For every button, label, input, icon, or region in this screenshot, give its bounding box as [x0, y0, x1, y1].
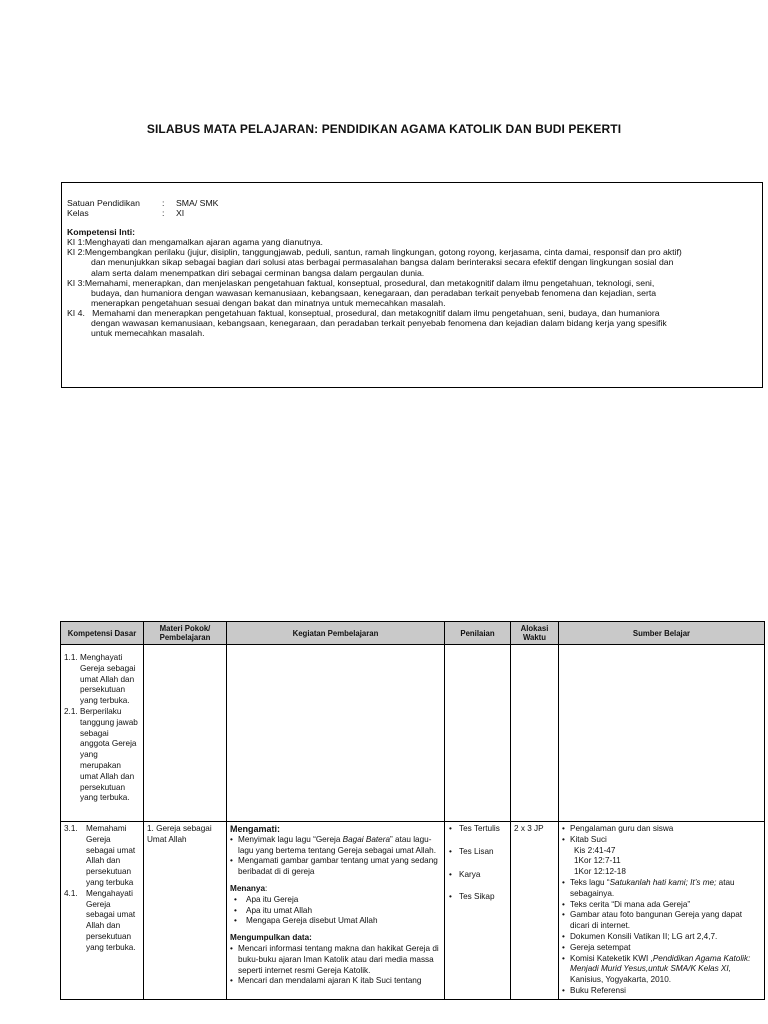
- header-kd: Kompetensi Dasar: [61, 622, 144, 645]
- sumber-6: Dokumen Konsili Vatikan II; LG art 2,4,7.: [570, 931, 718, 941]
- list-item: [448, 824, 507, 835]
- list-item: [230, 976, 441, 987]
- kd-num: 4.1.: [64, 888, 78, 898]
- mengamati-1: [238, 835, 441, 857]
- list-item: [562, 943, 761, 954]
- sumber-9: Buku Referensi: [570, 985, 626, 995]
- menanya-title: [230, 884, 441, 895]
- bullet-icon: •: [562, 877, 565, 887]
- menanya-1: Apa itu Gereja: [246, 894, 299, 904]
- bullet-icon: •: [449, 824, 452, 833]
- table-header-row: [61, 622, 765, 645]
- penilaian-4: Tes Sikap: [459, 892, 495, 902]
- silabus-table: [60, 621, 765, 1000]
- sumber-3-a: Teks lagu “: [570, 877, 610, 887]
- bullet-icon: •: [230, 976, 233, 986]
- bullet-icon: •: [234, 905, 237, 915]
- ki4-num: KI 4.: [67, 307, 85, 318]
- list-item: [562, 835, 761, 846]
- ki3-num: KI 3:: [67, 277, 85, 288]
- penilaian-2: Tes Lisan: [459, 846, 494, 856]
- ki3-line3: menerapkan pengetahuan sesuai dengan bakat dan minatnya untuk memecahkan masalah.: [91, 297, 446, 308]
- list-item: [562, 878, 761, 900]
- ki2-line2: dan menunjukkan sikap sebagai bagian dari solusi atas berbagai permasalahan bangsa dalam berinteraksi secara efektif dengan lingkungan sosial dan: [91, 257, 674, 268]
- kd-num: 2.1.: [64, 706, 78, 716]
- kelas-sep: :: [162, 208, 165, 219]
- mengamati-1-b: Bagai Batera: [342, 834, 391, 844]
- penilaian-cell: [445, 645, 511, 822]
- list-item: [230, 944, 441, 976]
- bullet-icon: •: [562, 931, 565, 941]
- sumber-4: Teks cerita “Di mana ada Gereja”: [570, 899, 691, 909]
- kd-text: Menghayati Gereja sebagai umat Allah dan persekutuan yang terbuka.: [80, 653, 136, 706]
- ki2-line1: Mengembangkan perilaku (jujur, disiplin, tanggungjawab, peduli, santun, ramah lingkungan, gotong royong, kerjasama, cinta damai, responsif dan pro aktif): [84, 247, 682, 258]
- ki4-line1: Memahami dan menerapkan pengetahuan faktual, konseptual, prosedural, dan metakognitif dalam ilmu pengetahuan, seni, budaya, dan humaniora: [92, 307, 660, 318]
- bullet-icon: •: [234, 916, 237, 926]
- bullet-icon: •: [562, 942, 565, 952]
- alokasi-text: 2 x 3 JP: [514, 824, 544, 833]
- list-item: [562, 932, 761, 943]
- penilaian-cell: [445, 822, 511, 1000]
- ki-box: [61, 182, 763, 388]
- alokasi-cell: [511, 645, 559, 822]
- ki4-line2: dengan wawasan kemanusiaan, kebangsaan, kenegaraan, dan peradaban terkait penyebab fenomena dan kejadian dalam bidang kerja yang spesifik: [91, 318, 667, 329]
- sumber-3: [570, 878, 761, 900]
- kd-num: 3.1.: [64, 824, 78, 833]
- ki3-line2: budaya, dan humaniora dengan wawasan kemanusiaan, kebangsaan, kenegaraan, dan peradaban terkait penyebab fenomena dan kejadian, serta: [91, 287, 657, 298]
- sumber-8-b: Pendidikan Agama Katolik: Menjadi Murid Yesus,untuk SMA/K Kelas XI,: [570, 953, 751, 974]
- menanya-colon: :: [265, 883, 268, 893]
- bullet-icon: •: [562, 985, 565, 995]
- list-item: [562, 910, 761, 932]
- materi-cell: [144, 822, 227, 1000]
- sumber-2c: 1Kor 12:12-18: [574, 867, 626, 877]
- list-item: [562, 824, 761, 835]
- sumber-2a: Kis 2:41-47: [574, 845, 616, 855]
- list-item: [230, 916, 441, 927]
- sumber-2b: 1Kor 12:7-11: [574, 856, 621, 866]
- materi-cell: [144, 645, 227, 822]
- bullet-icon: •: [449, 869, 452, 879]
- sumber-7: Gereja setempat: [570, 942, 631, 952]
- header-alokasi: Alokasi Waktu: [511, 622, 559, 645]
- sumber-8: [570, 954, 761, 986]
- kd-text: Memahami Gereja sebagai umat Allah dan persekutuan yang terbuka: [86, 824, 136, 887]
- ki4-line3: untuk memecahkan masalah.: [91, 328, 205, 339]
- kelas-label: Kelas: [67, 208, 89, 219]
- header-sumber: Sumber Belajar: [559, 622, 765, 645]
- ki-heading: Kompetensi Inti:: [67, 227, 136, 238]
- kegiatan-cell: [227, 645, 445, 822]
- bullet-icon: •: [562, 899, 565, 909]
- sumber-8-c: Kanisius, Yogyakarta, 2010.: [570, 975, 672, 985]
- bullet-icon: •: [562, 834, 565, 844]
- list-item: [448, 870, 507, 881]
- sumber-cell: [559, 822, 765, 1000]
- mengamati-title: Mengamati:: [230, 824, 281, 834]
- sumber-8-a: Komisi Kateketik KWI ,: [570, 953, 653, 963]
- list-item: [562, 986, 761, 997]
- kd-item: [64, 889, 140, 954]
- list-item: [448, 847, 507, 858]
- list-item: [230, 856, 441, 878]
- bullet-icon: •: [562, 910, 565, 920]
- ki4: [67, 308, 756, 338]
- ki3: [67, 278, 756, 308]
- ki2-line3: alam serta dalam menempatkan diri sebagai cerminan bangsa dalam pergaulan dunia.: [91, 267, 425, 278]
- kelas-row: [67, 208, 756, 218]
- sumber-cell: [559, 645, 765, 822]
- kd-item: [64, 653, 140, 707]
- list-item: [562, 954, 761, 986]
- bullet-icon: •: [449, 892, 452, 902]
- list-item: [230, 895, 441, 906]
- header-penilaian: Penilaian: [445, 622, 511, 645]
- header-kegiatan: Kegiatan Pembelajaran: [227, 622, 445, 645]
- list-item: [562, 900, 761, 911]
- sumber-2: Kitab Suci: [570, 834, 607, 844]
- sumber-5: Gambar atau foto bangunan Gereja yang dapat dicari di internet.: [570, 910, 743, 931]
- kelas-value: XI: [176, 208, 185, 219]
- bullet-icon: •: [562, 953, 565, 963]
- satuan-value: SMA/ SMK: [176, 198, 219, 208]
- kd-cell: [61, 822, 144, 1000]
- mengumpulkan-1: Mencari informasi tentang makna dan hakikat Gereja di buku-buku ajaran Iman Katolik atau dari media massa seperti internet resmi Gereja Katolik.: [238, 943, 439, 975]
- list-item: [230, 906, 441, 917]
- ki1-text: Menghayati dan mengamalkan ajaran agama yang dianutnya.: [84, 237, 323, 248]
- mengumpulkan-title: Mengumpulkan data:: [230, 933, 312, 943]
- kd-cell: [61, 645, 144, 822]
- satuan-sep: :: [162, 198, 165, 208]
- ki2-num: KI 2:: [67, 247, 85, 258]
- kd-text: Berperilaku tanggung jawab sebagai anggota Gereja yang merupakan umat Allah dan persekutuan yang terbuka.: [80, 706, 138, 803]
- page-title: SILABUS MATA PELAJARAN: PENDIDIKAN AGAMA KATOLIK DAN BUDI PEKERTI: [146, 122, 622, 136]
- menanya-title-text: Menanya: [230, 883, 266, 893]
- ki1-num: KI 1:: [67, 237, 85, 248]
- table-row: [61, 822, 765, 1000]
- ki1: [67, 237, 756, 247]
- bullet-icon: •: [230, 943, 233, 953]
- sumber-3-b: Satukanlah hati kami; It’s me;: [609, 877, 717, 887]
- kd-item: [64, 707, 140, 804]
- satuan-label: Satuan Pendidikan: [67, 198, 140, 208]
- mengamati-1-c: ” atau lagu-lagu yang bertema tentang Gereja sebagai umat Allah.: [238, 834, 436, 855]
- alokasi-cell: [511, 822, 559, 1000]
- sumber-1: Pengalaman guru dan siswa: [570, 824, 674, 833]
- penilaian-3: Karya: [459, 869, 481, 879]
- kd-num: 1.1.: [64, 653, 78, 662]
- table-row: [61, 645, 765, 822]
- mengamati-2: Mengamati gambar gambar tentang umat yang sedang beribadat di di gereja: [238, 856, 438, 877]
- penilaian-1: Tes Tertulis: [459, 824, 500, 833]
- sumber-3-c: atau sebagainya.: [570, 877, 735, 898]
- bullet-icon: •: [449, 846, 452, 856]
- bullet-icon: •: [230, 856, 233, 866]
- ki2: [67, 247, 756, 277]
- list-item: [230, 835, 441, 857]
- satuan-row: [67, 198, 756, 208]
- menanya-2: Apa itu umat Allah: [246, 905, 312, 915]
- bullet-icon: •: [234, 894, 237, 904]
- mengumpulkan-2: Mencari dan mendalami ajaran K itab Suci tentang: [238, 976, 422, 986]
- header-materi: Materi Pokok/ Pembelajaran: [144, 622, 227, 645]
- kd-item: [64, 824, 140, 889]
- bullet-icon: •: [230, 834, 233, 844]
- ki3-line1: Memahami, menerapkan, dan menjelaskan pengetahuan faktual, konseptual, prosedural, dan metakognitif dalam ilmu pengetahuan, teknologi, seni,: [84, 277, 655, 288]
- mengamati-1-a: Menyimak lagu lagu “Gereja: [238, 834, 343, 844]
- materi-text: 1. Gereja sebagai Umat Allah: [147, 824, 212, 844]
- menanya-3: Mengapa Gereja disebut Umat Allah: [246, 916, 378, 926]
- bullet-icon: •: [562, 824, 565, 833]
- kegiatan-cell: [227, 822, 445, 1000]
- kd-text: Mengahayati Gereja sebagai umat Allah dan persekutuan yang terbuka.: [86, 888, 136, 952]
- list-item: [448, 892, 507, 903]
